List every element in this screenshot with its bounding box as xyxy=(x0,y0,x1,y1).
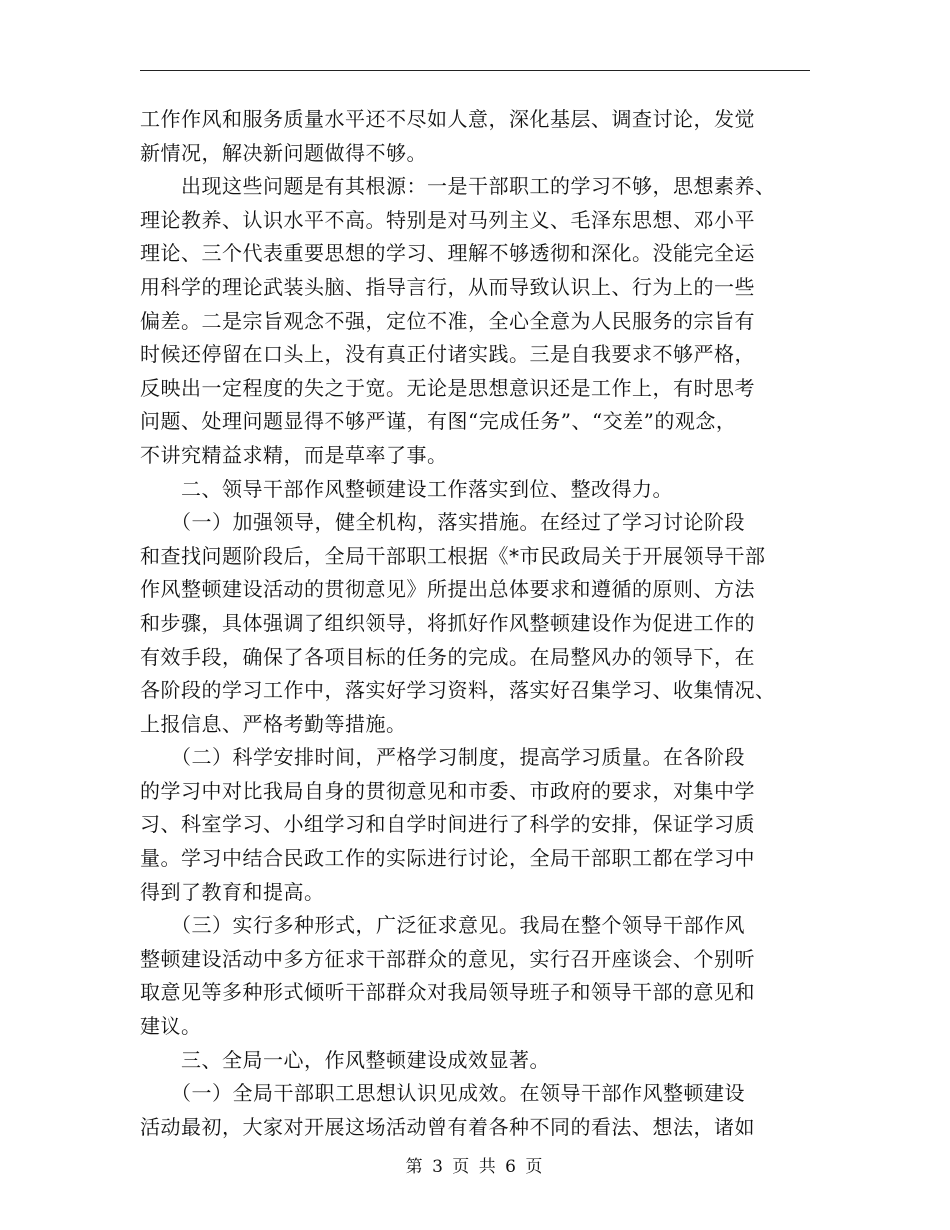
text-line: 有效手段，确保了各项目标的任务的完成。在局整风办的领导下，在 xyxy=(140,644,755,669)
text-line: 习、科室学习、小组学习和自学时间进行了科学的安排，保证学习质 xyxy=(140,812,755,837)
text-line: 和查找问题阶段后，全局干部职工根据《*市民政局关于开展领导干部 xyxy=(140,543,766,568)
text-line: 用科学的理论武装头脑、指导言行，从而导致认识上、行为上的一些 xyxy=(140,274,755,299)
text-line: 量。学习中结合民政工作的实际进行讨论，全局干部职工都在学习中 xyxy=(140,846,755,871)
text-line: 和步骤，具体强调了组织领导，将抓好作风整顿建设作为促进工作的 xyxy=(140,610,755,635)
text-line: （二）科学安排时间，严格学习制度，提高学习质量。在各阶段 xyxy=(140,745,745,770)
text-line: 上报信息、严格考勤等措施。 xyxy=(140,711,407,736)
text-line: 理论、三个代表重要思想的学习、理解不够透彻和深化。没能完全运 xyxy=(140,241,755,266)
text-line: 反映出一定程度的失之于宽。无论是思想意识还是工作上，有时思考 xyxy=(140,375,755,400)
text-line: 出现这些问题是有其根源：一是干部职工的学习不够，思想素养、 xyxy=(140,174,776,199)
text-line: （一）加强领导，健全机构，落实措施。在经过了学习讨论阶段 xyxy=(140,510,745,535)
body-text xyxy=(140,103,820,1144)
text-line: 取意见等多种形式倾听干部群众对我局领导班子和领导干部的意见和 xyxy=(140,980,755,1005)
page-number-footer: 第 3 页 共 6 页 xyxy=(405,1157,545,1177)
text-line: 理论教养、认识水平不高。特别是对马列主义、毛泽东思想、邓小平 xyxy=(140,207,755,232)
text-line: 各阶段的学习工作中，落实好学习资料，落实好召集学习、收集情况、 xyxy=(140,678,776,703)
text-line: 偏差。二是宗旨观念不强，定位不准，全心全意为人民服务的宗旨有 xyxy=(140,308,755,333)
text-line: 时候还停留在口头上，没有真正付诸实践。三是自我要求不够严格， xyxy=(140,342,755,367)
section-heading: 二、领导干部作风整顿建设工作落实到位、整改得力。 xyxy=(140,476,673,501)
text-line: （三）实行多种形式，广泛征求意见。我局在整个领导干部作风 xyxy=(140,913,745,938)
section-heading: 三、全局一心，作风整顿建设成效显著。 xyxy=(140,1047,550,1072)
text-line: （一）全局干部职工思想认识见成效。在领导干部作风整顿建设 xyxy=(140,1081,745,1106)
text-line: 不讲究精益求精，而是草率了事。 xyxy=(140,442,448,467)
text-line: 新情况，解决新问题做得不够。 xyxy=(140,140,427,165)
text-line: 活动最初，大家对开展这场活动曾有着各种不同的看法、想法，诸如 xyxy=(140,1114,755,1139)
text-line: 整顿建设活动中多方征求干部群众的意见，实行召开座谈会、个别听 xyxy=(140,946,755,971)
text-line: 建议。 xyxy=(140,1014,202,1039)
text-line: 得到了教育和提高。 xyxy=(140,879,325,904)
text-line: 问题、处理问题显得不够严谨，有图“完成任务”、“交差”的观念， xyxy=(140,409,737,434)
text-line: 的学习中对比我局自身的贯彻意见和市委、市政府的要求，对集中学 xyxy=(140,778,755,803)
text-line: 作风整顿建设活动的贯彻意见》所提出总体要求和遵循的原则、方法 xyxy=(140,577,755,602)
text-line: 工作作风和服务质量水平还不尽如人意，深化基层、调查讨论，发觉 xyxy=(140,107,755,131)
header-rule xyxy=(140,70,810,71)
